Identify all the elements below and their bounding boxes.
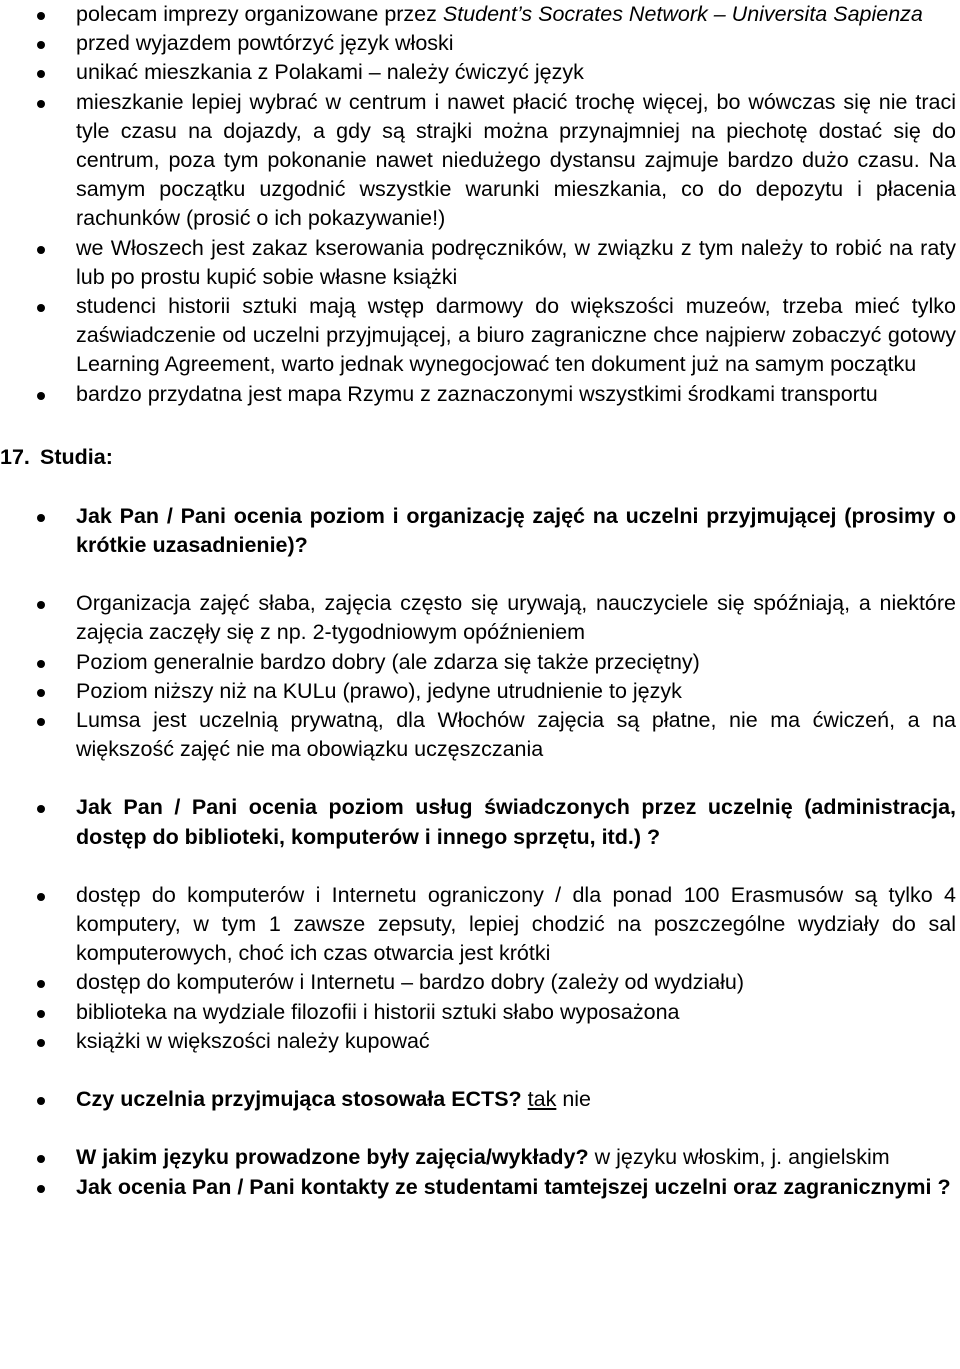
bullet-icon <box>37 304 45 312</box>
question-3 <box>0 1085 960 1114</box>
question-text: Czy uczelnia przyjmująca stosowała ECTS? tak nie <box>0 1085 960 1114</box>
question-4-5 <box>0 1143 960 1201</box>
bullet-icon <box>37 1039 45 1047</box>
bullet-icon <box>37 660 45 668</box>
answers-2 <box>0 881 960 1056</box>
answer-no: nie <box>562 1087 592 1112</box>
bullet-icon <box>37 12 45 20</box>
list-item: książki w większości należy kupować <box>0 1027 960 1056</box>
bullet-icon <box>37 718 45 726</box>
emphasis-text: Student’s Socrates Network – Universita Sapienza <box>442 2 923 26</box>
bullet-icon <box>37 1097 45 1105</box>
list-item: studenci historii sztuki mają wstęp darmowy do większości muzeów, trzeba mieć tylko zaświadczenie od uczelni przyjmującej, a biuro zagraniczne chce najpierw zobaczyć gotowy Learning Agreement, warto jednak wynegocjować ten dokument już na samym początku <box>0 292 960 380</box>
list-item: polecam imprezy organizowane przez Student’s Socrates Network – Universita Sapienza <box>0 0 960 29</box>
question-text: Jak ocenia Pan / Pani kontakty ze studentami tamtejszej uczelni oraz zagranicznymi ? <box>0 1173 960 1202</box>
bullet-icon <box>37 805 45 813</box>
list-item: biblioteka na wydziale filozofii i historii sztuki słabo wyposażona <box>0 998 960 1027</box>
section-title: Studia: <box>40 444 113 469</box>
list-item: we Włoszech jest zakaz kserowania podręczników, w związku z tym należy to robić na raty lub po prostu kupić sobie własne książki <box>0 234 960 292</box>
answer-yes: tak <box>527 1087 557 1112</box>
question-text: W jakim języku prowadzone były zajęcia/wykłady? w języku włoskim, j. angielskim <box>0 1143 960 1172</box>
bullet-icon <box>37 70 45 78</box>
question-text: Jak Pan / Pani ocenia poziom usług świadczonych przez uczelnię (administracja, dostęp do biblioteki, komputerów i innego sprzętu, itd.) ? <box>0 793 960 851</box>
list-item: Poziom niższy niż na KULu (prawo), jedyne utrudnienie to język <box>0 677 960 706</box>
question-2 <box>0 793 960 851</box>
question-text: Jak Pan / Pani ocenia poziom i organizację zajęć na uczelni przyjmującej (prosimy o krótkie uzasadnienie)? <box>0 502 960 560</box>
answers-1 <box>0 589 960 764</box>
question-1 <box>0 502 960 560</box>
list-item: dostęp do komputerów i Internetu – bardzo dobry (zależy od wydziału) <box>0 968 960 997</box>
bullet-icon <box>37 893 45 901</box>
list-item: unikać mieszkania z Polakami – należy ćwiczyć język <box>0 58 960 87</box>
list-item: Organizacja zajęć słaba, zajęcia często się urywają, nauczyciele się spóźniają, a niektóre zajęcia zaczęły się z np. 2-tygodniowym opóźnieniem <box>0 589 960 647</box>
bullet-icon <box>37 392 45 400</box>
list-item: przed wyjazdem powtórzyć język włoski <box>0 29 960 58</box>
bullet-icon <box>37 980 45 988</box>
tips-list <box>0 0 960 409</box>
list-item: mieszkanie lepiej wybrać w centrum i nawet płacić trochę więcej, bo wówczas się nie traci tyle czasu na dojazdy, a gdy są strajki można przynajmniej na piechotę dostać się do centrum, poza tym pokonanie nawet niedużego dystansu zajmuje bardzo dużo czasu. Na samym początku uzgodnić wszystkie warunki mieszkania, co do depozytu i płacenia rachunków (prosić o ich pokazywanie!) <box>0 88 960 234</box>
bullet-icon <box>37 1010 45 1018</box>
bullet-icon <box>37 514 45 522</box>
bullet-icon <box>37 601 45 609</box>
list-item: Lumsa jest uczelnią prywatną, dla Włochów zajęcia są płatne, nie ma ćwiczeń, a na większość zajęć nie ma obowiązku uczęszczania <box>0 706 960 764</box>
bullet-icon <box>37 246 45 254</box>
list-item: Poziom generalnie bardzo dobry (ale zdarza się także przeciętny) <box>0 648 960 677</box>
bullet-icon <box>37 689 45 697</box>
bullet-icon <box>37 1185 45 1193</box>
list-item: bardzo przydatna jest mapa Rzymu z zaznaczonymi wszystkimi środkami transportu <box>0 380 960 409</box>
bullet-icon <box>37 41 45 49</box>
bullet-icon <box>37 1155 45 1163</box>
list-item: dostęp do komputerów i Internetu ograniczony / dla ponad 100 Erasmusów są tylko 4 komputery, w tym 1 zawsze zepsuty, lepiej chodzić na poszczególne wydziały do sal komputerowych, choć ich czas otwarcia jest krótki <box>0 881 960 969</box>
section-number: 17. <box>0 444 30 469</box>
section-heading <box>0 443 960 472</box>
bullet-icon <box>37 100 45 108</box>
